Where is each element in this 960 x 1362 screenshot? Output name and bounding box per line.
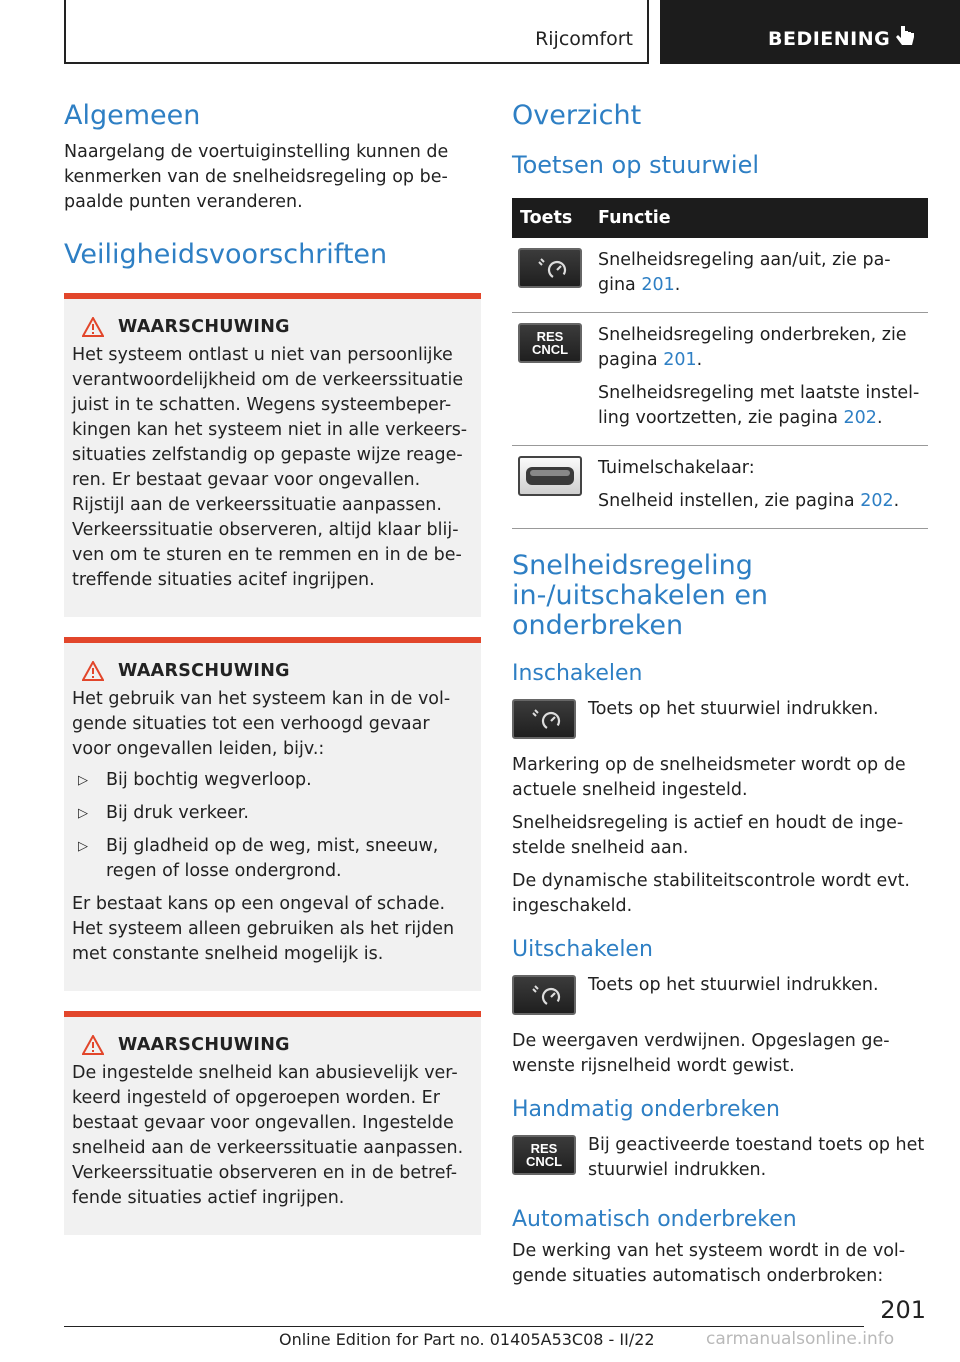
table-row [512,446,928,529]
auto-text: De werking van het systeem wordt in de vol-gende situaties automatisch onderbroken: [512,1241,906,1286]
hand-pointer-icon [894,24,916,50]
res-cncl-key-icon: RES CNCL [512,1135,576,1175]
keys-table [512,198,928,529]
warning-triangle-icon [82,1035,104,1055]
enable-para-1: Markering op de snelheidsmeter wordt op de actuele snelheid ingesteld. [512,755,906,800]
enable-key-row [512,697,928,739]
safety-heading: Veiligheidsvoorschriften [64,239,388,270]
warning-list [72,768,473,884]
table-header-key: Toets [512,198,590,238]
warning-title-row [82,1035,473,1055]
manual-key-row [512,1133,928,1183]
overview-heading: Overzicht [512,100,642,131]
cruise-control-key-icon [518,248,582,288]
list-item: ▷ Bij gladheid op de weg, mist, sneeuw, regen of losse ondergrond. [78,836,439,881]
manual-heading: Handmatig onderbreken [512,1097,780,1122]
right-column [512,98,928,1289]
rocker-switch-key-icon [518,456,582,496]
table-header-row [512,198,928,238]
function-text: Snelheidsregeling onderbreken, zie pagina 201. [598,325,907,370]
auto-heading: Automatisch onderbreken [512,1207,797,1232]
header-chapter-label: BEDIENING [768,28,891,50]
function-text: Snelheidsregeling aan/uit, zie pa-gina 201. [598,250,891,295]
warning-triangle-icon [82,317,104,337]
page-link[interactable]: 202 [860,491,894,511]
header-section-label: Rijcomfort [535,28,633,50]
watermark: carmanualsonline.info [706,1329,895,1349]
bullet-triangle-icon: ▷ [78,806,88,821]
warning-text: Het systeem ontlast u niet van persoonlijke verantwoordelijkheid om de verkeerssituatie juist in te schatten. Wegens systeembeper-kingen kan het systeem niet in alle verkeers-situaties zelfstandig op gepaste wijze reage-ren. Er bestaat gevaar voor ongevallen. Rijstijl aan de verkeerssituatie aanpassen. Verkeerssituatie observeren, altijd klaar blij-ven om te sturen en te remmen en in de be-treffende situaties acitef ingrijpen. [72,345,468,590]
warning-title-row [82,661,473,681]
header-section-box [64,0,649,64]
onoff-heading: Snelheidsregeling in-/uitschakelen en onderbreken [512,550,769,641]
bullet-triangle-icon: ▷ [78,773,88,788]
disable-para: De weergaven verdwijnen. Opgeslagen ge-wenste rijsnelheid wordt gewist. [512,1031,890,1076]
warning-title: WAARSCHUWING [118,317,290,337]
list-item: ▷ Bij druk verkeer. [72,801,473,826]
disable-key-text: Toets op het stuurwiel indrukken. [588,975,879,995]
enable-heading: Inschakelen [512,661,643,686]
page-number: 201 [880,1296,926,1324]
table-row [512,313,928,446]
warning-text: De ingestelde snelheid kan abusievelijk ver-keerd ingesteld of opgeroepen worden. Er bestaat gevaar voor ongevallen. Ingestelde snelheid aan de verkeerssituatie aanpassen. Verkeerssituatie observeren en in de betref-fende situaties actief ingrijpen. [72,1063,464,1208]
cruise-control-key-icon [512,975,576,1015]
footer-edition: Online Edition for Part no. 01405A53C08 - II/22 [279,1330,655,1349]
enable-para-2: Snelheidsregeling is actief en houdt de inge-stelde snelheid aan. [512,813,904,858]
warning-box-2 [64,637,481,991]
table-row [512,238,928,313]
table-header-function: Functie [590,198,928,238]
disable-key-row [512,973,928,1015]
list-item: ▷ Bij bochtig wegverloop. [72,768,473,793]
manual-key-text: Bij geactiveerde toestand toets op het stuurwiel indrukken. [588,1135,925,1180]
function-text: Snelheid instellen, zie pagina 202. [598,491,900,511]
bullet-triangle-icon: ▷ [78,839,88,854]
warning-title: WAARSCHUWING [118,661,290,681]
keys-heading: Toetsen op stuurwiel [512,151,760,179]
warning-box-3 [64,1011,481,1235]
warning-outro: Er bestaat kans op een ongeval of schade. Het systeem alleen gebruiken als het rijden met constante snelheid mogelijk is. [72,894,455,964]
footer-divider [64,1326,864,1327]
cruise-control-key-icon [512,699,576,739]
general-heading: Algemeen [64,100,201,131]
function-text: Snelheidsregeling met laatste instel-ling voortzetten, zie pagina 202. [598,383,920,428]
left-column [64,98,481,1235]
warning-intro: Het gebruik van het systeem kan in de vol-gende situaties tot een verhoogd gevaar voor ongevallen leiden, bijv.: [72,689,451,759]
warning-box-1 [64,293,481,617]
enable-key-text: Toets op het stuurwiel indrukken. [588,699,879,719]
warning-triangle-icon [82,661,104,681]
page-link[interactable]: 201 [663,350,697,370]
header-chapter-box [660,0,960,64]
res-cncl-key-icon: RES CNCL [518,323,582,363]
general-text: Naargelang de voertuiginstelling kunnen de kenmerken van de snelheidsregeling op be-paalde punten veranderen. [64,142,449,212]
disable-heading: Uitschakelen [512,937,653,962]
page-link[interactable]: 201 [641,275,675,295]
page-link[interactable]: 202 [843,408,877,428]
warning-title: WAARSCHUWING [118,1035,290,1055]
function-text: Tuimelschakelaar: [598,458,755,478]
warning-title-row [82,317,473,337]
enable-para-3: De dynamische stabiliteitscontrole wordt evt. ingeschakeld. [512,871,910,916]
